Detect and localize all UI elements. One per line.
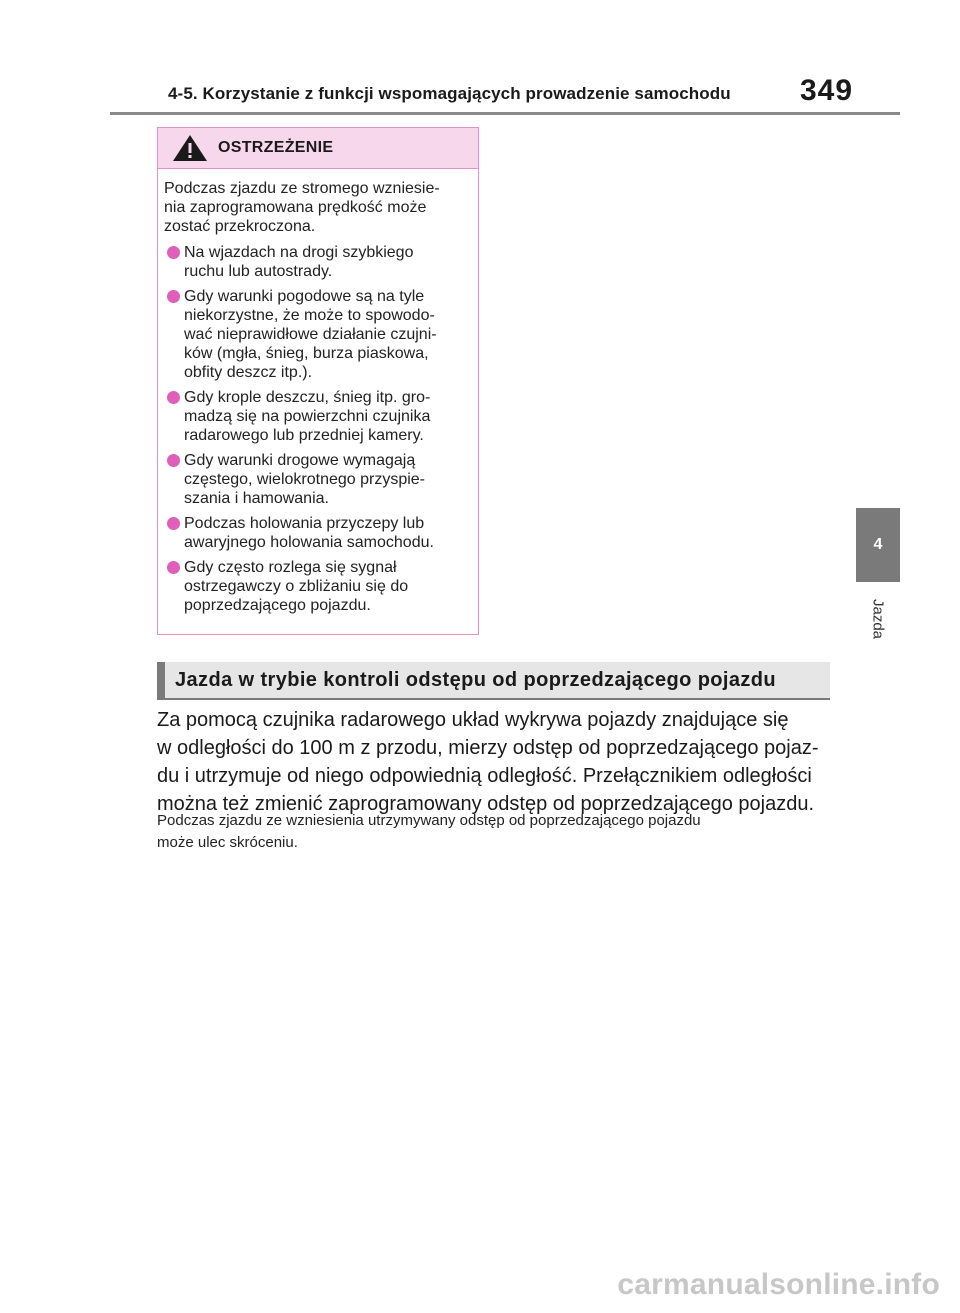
warning-body xyxy=(158,169,478,615)
warning-header xyxy=(158,128,478,169)
warning-list-item: Gdy warunki drogowe wymagają częstego, wielokrotnego przyspie- szania i hamowania. xyxy=(164,451,472,508)
warning-list-item: Gdy krople deszczu, śnieg itp. gro- madzą się na powierzchni czujnika radarowego lub przedniej kamery. xyxy=(164,388,472,445)
page-number: 349 xyxy=(800,74,854,107)
bullet-dot-icon xyxy=(167,391,180,404)
chapter-tab[interactable] xyxy=(856,508,900,582)
bullet-dot-icon xyxy=(167,246,180,259)
chapter-tab-label: Jazda xyxy=(869,598,887,640)
warning-intro: Podczas zjazdu ze stromego wzniesie- nia zaprogramowana prędkość może zostać przekroczona. xyxy=(164,180,440,235)
warning-box xyxy=(157,127,479,635)
section-note: Podczas zjazdu ze wzniesienia utrzymywany odstęp od poprzedzającego pojazdu może ulec skróceniu. xyxy=(157,812,701,851)
warning-triangle-icon xyxy=(172,134,208,162)
bullet-dot-icon xyxy=(167,454,180,467)
page-header-title: 4-5. Korzystanie z funkcji wspomagających prowadzenie samochodu xyxy=(168,84,731,103)
bullet-dot-icon xyxy=(167,290,180,303)
bullet-dot-icon xyxy=(167,561,180,574)
section-heading: Jazda w trybie kontroli odstępu od poprzedzającego pojazdu xyxy=(157,662,830,700)
warning-title: OSTRZEŻENIE xyxy=(218,139,334,156)
warning-list-item: Na wjazdach na drogi szybkiego ruchu lub autostrady. xyxy=(164,243,472,281)
section-body-paragraph: Za pomocą czujnika radarowego układ wykrywa pojazdy znajdujące się w odległości do 100 m z przodu, mierzy odstęp od poprzedzającego pojaz- du i utrzymuje od niego odpowiednią odległość. Przełącznikiem odległości można też zmienić zaprogramowany odstęp od poprzedzającego pojazdu. xyxy=(157,709,819,815)
chapter-tab-number: 4 xyxy=(873,536,883,553)
bullet-dot-icon xyxy=(167,517,180,530)
warning-list-item: Gdy często rozlega się sygnał ostrzegawczy o zbliżaniu się do poprzedzającego pojazdu. xyxy=(164,558,472,615)
header-divider xyxy=(110,112,900,115)
warning-list-item: Podczas holowania przyczepy lub awaryjnego holowania samochodu. xyxy=(164,514,472,552)
watermark: carmanualsonline.info xyxy=(617,1268,940,1301)
warning-list-item: Gdy warunki pogodowe są na tyle niekorzystne, że może to spowodo- wać nieprawidłowe działanie czujni- ków (mgła, śnieg, burza piaskowa, obfity deszcz itp.). xyxy=(164,287,472,382)
